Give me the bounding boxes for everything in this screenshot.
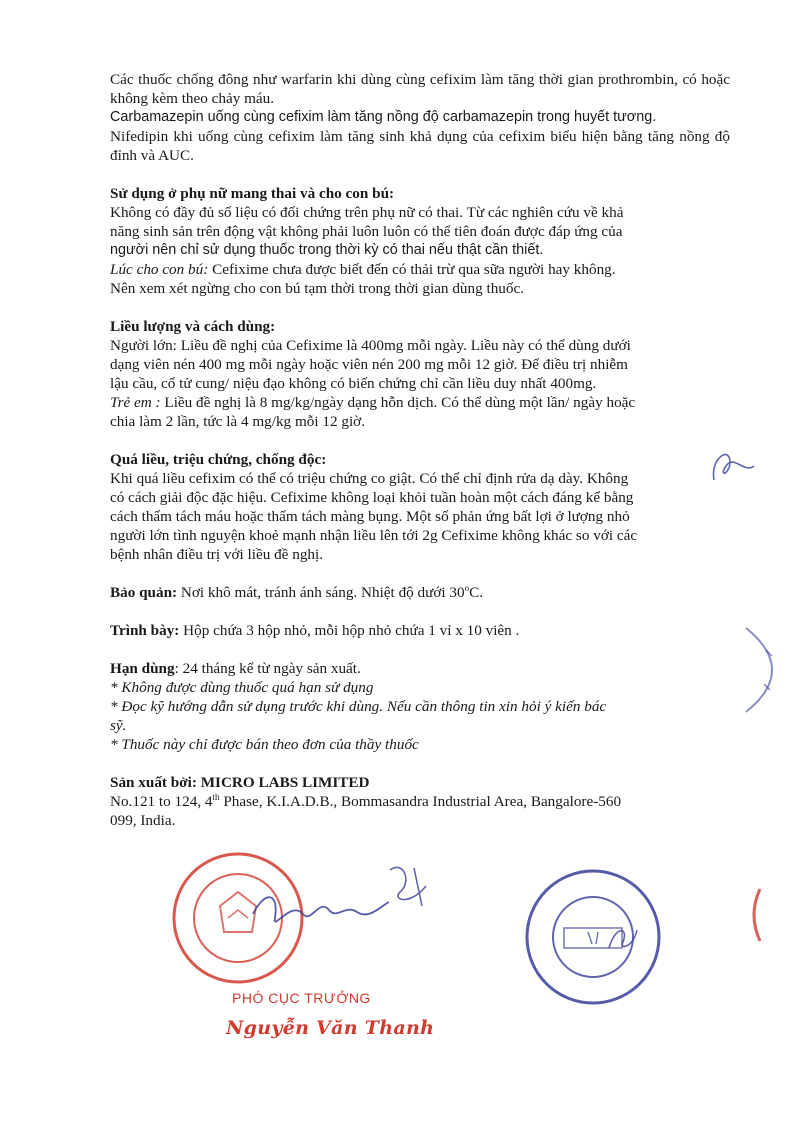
expiry-note: sỹ. [110,717,127,734]
address-part: No.121 to 124, 4 [110,793,213,810]
expiry-text: : 24 tháng kể từ ngày sản xuất. [174,660,361,677]
presentation-line [110,621,730,640]
expiry-note: * Đọc kỹ hướng dẫn sử dụng trước khi dùng. Nếu cần thông tin xin hỏi ý kiến bác [110,698,607,715]
lactation-line [110,260,730,279]
overdose-line: có cách giải độc đặc hiệu. Cefixime không loại khỏi tuần hoàn một cách đáng kể bằng [110,489,634,506]
official-signature-icon [245,870,395,950]
dosage-line: lậu cầu, cổ tử cung/ niệu đạo không có biến chứng chỉ cần liều duy nhất 400mg. [110,375,597,392]
interaction-nifedipin: Nifedipin khi uống cùng cefixim làm tăng sinh khả dụng của cefixim biểu hiện bằng tăng nồng độ đỉnh và AUC. [110,128,730,164]
pregnancy-line: năng sinh sản trên động vật không phải luôn luôn có thể tiên đoán được đáp ứng của [110,223,623,240]
manufacturer-address-line2: 099, India. [110,812,176,829]
expiry-label: Hạn dùng [110,660,175,677]
expiry-note: * Không được dùng thuốc quá hạn sử dụng [110,679,374,696]
storage-label: Bảo quản: [110,584,178,601]
lactation-label: Lúc cho con bú: [110,261,209,278]
dosage-heading: Liều lượng và cách dùng: [110,318,276,335]
degree-sign: o [464,582,470,593]
interaction-warfarin: Các thuốc chống đông như warfarin khi dùng cùng cefixim làm tăng thời gian prothrombin, có hoặc không kèm theo chảy máu. [110,71,730,107]
company-stamp-icon [518,862,668,1012]
deputy-director-title: PHÓ CỤC TRƯỞNG [232,990,371,1006]
dosage-line: dạng viên nén 400 mg mỗi ngày hoặc viên nén 200 mg mỗi 12 giờ. Để điều trị nhiễm [110,356,628,373]
pregnancy-line: Không có đầy đủ số liệu có đối chứng trên phụ nữ có thai. Từ các nghiên cứu về khả [110,204,624,221]
ordinal-suffix: th [212,791,220,802]
pregnancy-line: người nên chỉ sử dụng thuốc trong thời kỳ có thai nếu thật cần thiết. [110,242,544,258]
pregnancy-heading: Sử dụng ở phụ nữ mang thai và cho con bú: [110,185,395,202]
address-part: Phase, K.I.A.D.B., Bommasandra Industrial Area, Bangalore-560 [219,793,622,810]
presentation-text: Hộp chứa 3 hộp nhỏ, mỗi hộp nhỏ chứa 1 vỉ x 10 viên . [179,622,520,639]
presentation-label: Trình bày: [110,622,180,639]
dosage-line: chia làm 2 lần, tức là 4 mg/kg mỗi 12 giờ. [110,413,365,430]
pregnancy-line: Nên xem xét ngừng cho con bú tạm thời trong thời gian dùng thuốc. [110,280,525,297]
red-edge-mark-icon [742,885,772,945]
dosage-line: Người lớn: Liều đề nghị của Cefixime là 400mg mỗi ngày. Liều này có thể dùng dưới [110,337,631,354]
expiry-note: * Thuốc này chỉ được bán theo đơn của thầy thuốc [110,736,419,753]
manufacturer-label: Sản xuất bởi: MICRO LABS LIMITED [110,774,370,791]
expiry-line [110,659,730,678]
overdose-heading: Quá liều, triệu chứng, chống độc: [110,451,327,468]
lactation-text: Cefixime chưa được biết đến có thải trừ qua sữa người hay không. [208,261,616,278]
deputy-director-name: Nguyễn Văn Thanh [226,1017,435,1039]
storage-line [110,583,730,602]
interaction-carbamazepin: Carbamazepin uống cùng cefixim làm tăng nồng độ carbamazepin trong huyết tương. [110,109,657,125]
children-line [110,393,730,412]
edge-stamp-icon [738,620,800,720]
leaflet-page [110,70,730,830]
children-text: Liều đề nghị là 8 mg/kg/ngày dạng hỗn dịch. Có thể dùng một lần/ ngày hoặc [160,394,636,411]
overdose-line: cách thẩm tách máu hoặc thẩm tách màng bụng. Một số phản ứng bất lợi ở lượng nhỏ [110,508,630,525]
storage-text: Nơi khô mát, tránh ánh sáng. Nhiệt độ dưới 30 [177,584,465,601]
overdose-line: Khi quá liều cefixim có thể có triệu chứng co giật. Có thể chỉ định rửa dạ dày. Không [110,470,629,487]
stamp-initial-icon [603,918,643,958]
margin-initial-icon [700,438,760,493]
overdose-line: người lớn tình nguyện khoẻ mạnh nhận liều lên tới 2g Cefixime không khác so với các [110,527,638,544]
children-label: Trẻ em : [110,394,161,411]
storage-unit: C. [469,584,484,601]
manufacturer-address [110,792,730,811]
initials-signature-icon [380,856,440,916]
overdose-line: bệnh nhân điều trị với liều đề nghị. [110,546,324,563]
